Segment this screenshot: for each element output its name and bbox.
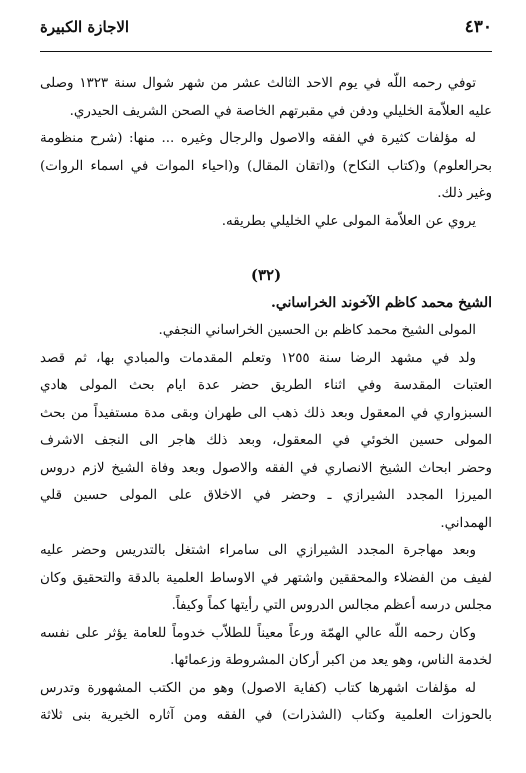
paragraph-teaching xyxy=(40,537,492,620)
section-spacer xyxy=(40,235,492,262)
text-line: ولد في مشهد الرضا سنة ١٢٥٥ وتعلم المقدمات والمبادي بها، ثم قصد xyxy=(40,350,476,366)
paragraph-death xyxy=(40,70,492,125)
text-line: مجلس درسه أعظم مجالس الدروس التي رأيتها كماً وكيفاً. xyxy=(171,598,492,613)
page-body xyxy=(40,70,492,730)
text-line: المولى الشيخ محمد كاظم بن الحسين الخراساني النجفي. xyxy=(158,323,476,338)
text-line: وحضر ابحاث الشيخ الانصاري في الفقه والاصول وبعد وفاة الشيخ لازم دروس xyxy=(40,460,492,476)
header-rule xyxy=(40,51,492,52)
book-page xyxy=(40,8,492,766)
text-line: المولى حسين الخوئي في المعقول، وبعد ذلك هاجر الى النجف الاشرف xyxy=(40,433,492,448)
paragraph-narration xyxy=(40,208,492,236)
text-line: يروي عن العلاّمة المولى علي الخليلي بطريقه. xyxy=(221,213,476,229)
paragraph-writings xyxy=(40,675,492,730)
paragraph-biography xyxy=(40,345,492,538)
paragraph-name xyxy=(40,317,492,345)
text-line: لفيف من الفضلاء والمحققين واشتهر في الاوساط العلمية بالدقة والتحقيق وكان xyxy=(40,570,492,586)
text-line: لخدمة الناس، وهو يعد من اكبر أركان المشروطة وزعمائها. xyxy=(170,653,492,668)
text-line: الهمداني. xyxy=(440,515,492,531)
text-line: السبزواري في المعقول وبعد ذلك ذهب الى طهران وبقى مدة مستفيداً من بحث xyxy=(40,405,492,421)
text-line: العتبات المقدسة وفي اثناء الطريق حضر عدة ايام بحث المولى هادي xyxy=(40,378,492,393)
text-line: وبعد مهاجرة المجدد الشيرازي الى سامراء اشتغل بالتدريس وحضر عليه xyxy=(40,543,476,558)
text-line: بالحوزات العلمية وكتاب (الشذرات) في الفقه ومن آثاره الخيرية بنى ثلاثة xyxy=(40,708,492,723)
text-line: له مؤلفات كثيرة في الفقه والاصول والرجال وغيره ... منها: (شرح منظومة xyxy=(40,131,476,146)
text-line: بحرالعلوم) و(كتاب النكاح) و(اتقان المقال) و(احياء الموات في اسماء الروات) xyxy=(40,158,492,174)
text-line: الميرزا المجدد الشيرازي ـ وحضر في الاخلاق على المولى حسين قلي xyxy=(40,488,492,503)
running-title: الاجازة الكبيرة xyxy=(40,18,130,36)
section-number: (٣٢) xyxy=(250,266,282,284)
text-line: توفي رحمه اللّه في يوم الاحد الثالث عشر من شهر شوال سنة ١٣٢٣ وصلى xyxy=(40,76,477,91)
page-header xyxy=(40,14,492,40)
page-number: ٤٣٠ xyxy=(464,17,492,37)
paragraph-works xyxy=(40,125,492,208)
text-line: له مؤلفات اشهرها كتاب (كفاية الاصول) وهو من الكتب المشهورة وتدرس xyxy=(40,680,476,696)
text-line: وكان رحمه اللّه عالي الهمّة ورعاً معيناً للطلاّب خدوماً للعامة يؤثر على نفسه xyxy=(40,625,476,641)
text-line: وغير ذلك. xyxy=(437,186,492,201)
paragraph-character xyxy=(40,620,492,675)
section-heading: الشيخ محمد كاظم الآخوند الخراساني. xyxy=(270,294,492,311)
text-line: عليه العلاّمة الخليلي ودفن في مقبرتهم الخاصة في الصحن الشريف الحيدري. xyxy=(69,103,492,119)
